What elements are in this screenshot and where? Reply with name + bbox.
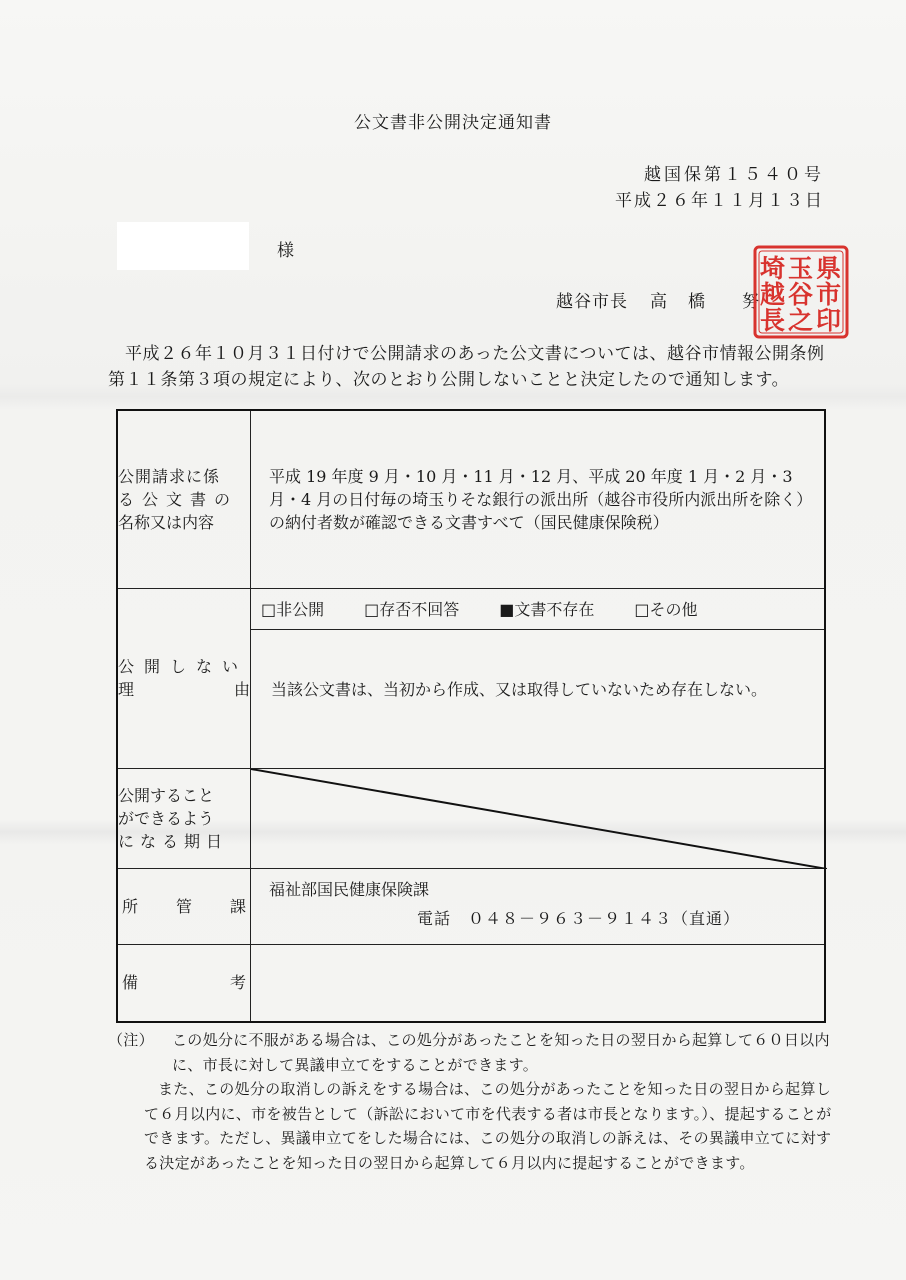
svg-text:長: 長 [760,306,786,335]
option-document-nonexistent: ■文書不存在 [499,600,595,619]
table-row [117,944,825,1022]
row-label-department: 所 管 課 [117,868,251,944]
issuer-name-3: 努 [742,292,760,312]
row-content-document: 平成 19 年度 9 月・10 月・11 月・12 月、平成 20 年度 1 月・2 月・3 月・4 月の日付毎の埼玉りそな銀行の派出所（越谷市役所内派出所を除く）の納付者数が確認できる文書すべて（国民健康保険税） [251,410,826,588]
svg-text:越: 越 [760,280,786,309]
diagonal-strike [251,769,827,869]
table-row [117,868,825,944]
document-date: 平成２６年１１月１３日 [615,191,824,211]
notes-prefix: （注） [108,1031,154,1049]
redacted-addressee [117,222,249,270]
row-content-disclosure-date [251,768,826,868]
row-label-remarks: 備 考 [117,944,251,1022]
row-label-document: 公開請求に係 る公文書の 名称又は内容 [117,410,251,588]
table-row [117,588,825,768]
svg-text:印: 印 [816,306,842,335]
notes-line-1: この処分に不服がある場合は、この処分があったことを知った日の翌日から起算して６０日以内に、市長に対して異議申立てをすることができます。 [172,1031,830,1074]
svg-text:之: 之 [788,306,814,335]
department-phone: 電話 ０４８－９６３－９１４３（直通） [417,909,741,928]
row-label-reason: 公開しない 理 由 [117,588,251,768]
table-row [117,768,825,868]
option-no-answer: □存否不回答 [364,600,460,619]
issuer [556,287,760,312]
svg-text:埼: 埼 [760,254,786,283]
decision-table [116,409,826,1023]
svg-text:谷: 谷 [788,280,814,309]
option-non-disclosure: □非公開 [261,600,325,619]
notes-line-2: また、この処分の取消しの訴えをする場合は、この処分があったことを知った日の翌日から起算して６月以内に、市を被告として（訴訟において市を代表する者は市長となります。）、提起することができます。ただし、異議申立てをした場合には、この処分の取消しの訴えは、その異議申立てに対する決定があったことを知った日の翌日から起算して６月以内に提起することができます。 [144,1080,832,1172]
issuer-name-1: 高 [650,292,668,312]
table-row [117,410,825,588]
official-seal-icon [752,244,850,340]
notes [108,1028,838,1175]
row-label-disclosure-date: 公開すること ができるよう になる期日 [117,768,251,868]
svg-text:玉: 玉 [788,254,814,283]
document-number: 越国保第１５４０号 [644,165,824,185]
reason-text: 当該公文書は、当初から作成、又は取得していないため存在しない。 [271,679,768,699]
issuer-title: 越谷市長 [556,292,628,312]
body-paragraph: 平成２６年１０月３１日付けで公開請求のあった公文書については、越谷市情報公開条例第１１条第３項の規定により、次のとおり公開しないことと決定したので通知します。 [108,344,825,390]
issuer-name-2: 橋 [688,292,706,312]
option-other: □その他 [634,600,698,619]
row-content-department [251,868,826,944]
document-title: 公文書非公開決定通知書 [354,113,552,133]
decision-options [251,589,824,630]
svg-text:市: 市 [816,280,842,309]
row-content-reason [251,588,826,768]
svg-text:県: 県 [816,254,842,283]
row-content-remarks [251,944,826,1022]
department-name: 福祉部国民健康保険課 [269,880,430,899]
addressee-suffix: 様 [277,241,294,261]
